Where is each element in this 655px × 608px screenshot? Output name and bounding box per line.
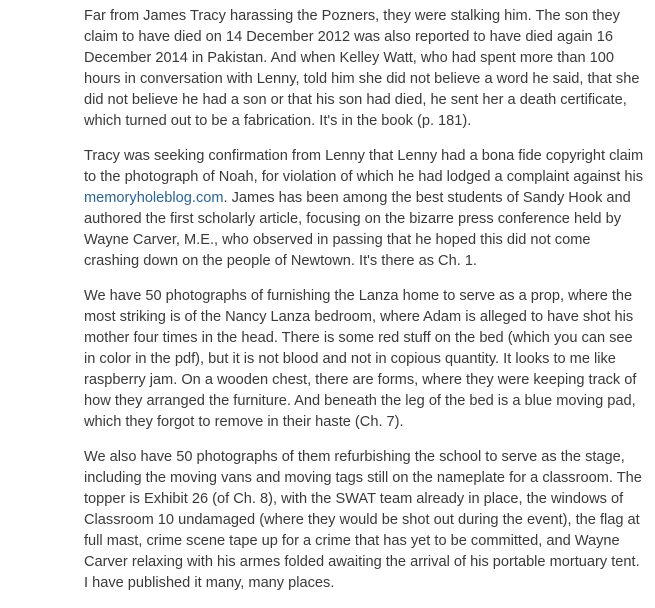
paragraph-2 [84, 146, 644, 272]
memoryholeblog-link[interactable]: memoryholeblog.com [84, 190, 224, 206]
paragraph-4: We also have 50 photographs of them refurbishing the school to serve as the stage, including the moving vans and moving tags still on the nameplate for a classroom. The topper is Exhibit 26 (of Ch. 8), with the SWAT team already in place, the windows of Classroom 10 undamaged (where they would be shot out during the event), the flag at full mast, crime scene tape up for a crime that has yet to be committed, and Wayne Carver relaxing with his armes folded awaiting the arrival of his portable mortuary tent. I have published it many, many places. [84, 449, 642, 591]
paragraph-2-text-after: . James has been among the best students of Sandy Hook and authored the first scholarly article, focusing on the bizarre press conference held by Wayne Carver, M.E., who observed in passing that he hoped this did not come crashing down on the people of Newtown. It's there as Ch. 1. [84, 190, 631, 269]
article-body [84, 6, 644, 608]
paragraph-1: Far from James Tracy harassing the Pozners, they were stalking him. The son they claim to have died on 14 December 2012 was also reported to have died again 16 December 2014 in Pakistan. And when Kelley Watt, who had spent more than 100 hours in conversation with Lenny, told him she did not believe a word he said, that she did not believe he had a son or that his son had died, he sent her a death certificate, which turned out to be a fabrication. It's in the book (p. 181). [84, 8, 640, 129]
paragraph-3: We have 50 photographs of furnishing the Lanza home to serve as a prop, where the most striking is of the Nancy Lanza bedroom, where Adam is alleged to have shot his mother four times in the head. There is some red stuff on the bed (which you can see in color in the pdf), but it is not blood and not in copious quantity. It looks to me like raspberry jam. On a wooden chest, there are forms, where they were keeping track of how they arranged the furniture. And beneath the leg of the bed is a blue moving pad, which they forgot to remove in their haste (Ch. 7). [84, 288, 637, 430]
paragraph-2-text-before: Tracy was seeking confirmation from Lenny that Lenny had a bona fide copyright claim to the photograph of Noah, for violation of which he had lodged a complaint against his [84, 148, 644, 185]
